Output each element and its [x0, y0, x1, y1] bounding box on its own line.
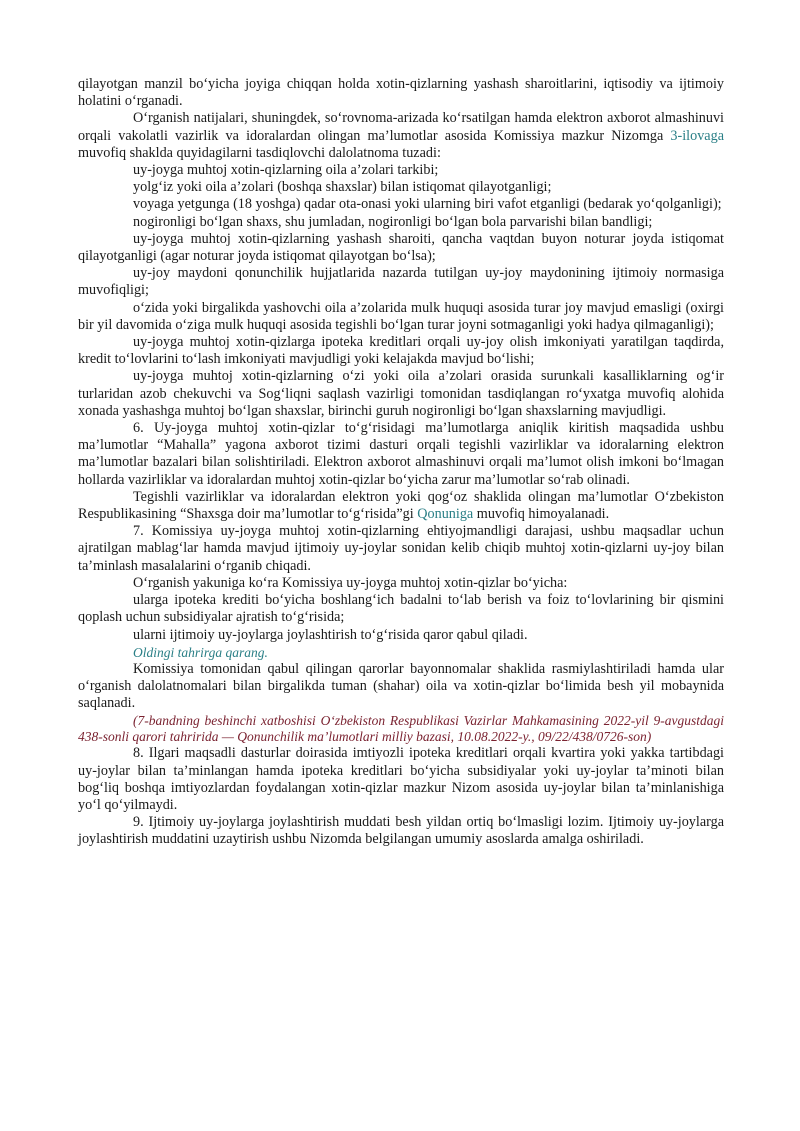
list-item: uy-joyga muhtoj xotin-qizlarning oila a’zolari tarkibi; [133, 162, 439, 179]
list-item: o‘zida yoki birgalikda yashovchi oila a’zolarida mulk huquqi asosida turar joy mavjud emasligi (oxirgi bir yil davomida o‘ziga mulk huquqi asosida tegishli bo‘lgan turar joyni sotmaganligi yoki hadya qilmaganligi); [78, 299, 724, 333]
list-item: uy-joyga muhtoj xotin-qizlarga ipoteka kreditlari orqali uy-joy olish imkoniyati yaratilgan taqdirda, kredit to‘lovlarini to‘lash imkoniyati mavjudligi yoki kelajakda mavjud bo‘lishi; [78, 334, 724, 368]
document-page [78, 76, 724, 849]
paragraph-8: 8. Ilgari maqsadli dasturlar doirasida imtiyozli ipoteka kreditlari orqali kvartira yoki yakka tartibdagi uy-joylar bilan ta’minlangan hamda ipoteka kreditlari bo‘yicha subsidiyalar yoki uy-joylar ta’minoti bilan bog‘liq boshqa imtiyozlardan foydalangan xotin-qizlar mazkur Nizom asosida uy-joylar bilan ta’minlanishiga yo‘l qo‘yilmaydi. [78, 745, 724, 813]
paragraph-text: O‘rganish natijalari, shuningdek, so‘rovnoma-arizada ko‘rsatilgan hamda elektron axborot almashinuvi orqali vakolatli vazirlik va idoralardan olingan ma’lumotlar asosida Komissiya mazkur Nizomga [78, 110, 724, 144]
paragraph-6-protection [78, 489, 724, 523]
paragraph-7: 7. Komissiya uy-joyga muhtoj xotin-qizlarning ehtiyojmandligi darajasi, ushbu maqsadlar uchun ajratilgan mablag‘lar hamda mavjud ijtimoiy uy-joylar sonidan kelib chiqib muhtoj xotin-qizlarni uy-joy bilan ta’minlash masalalarini o‘rganib chiqadi. [78, 523, 724, 574]
paragraph-act-intro [78, 110, 724, 162]
paragraph-text: muvofiq shaklda quyidagilarni tasdiqlovchi dalolatnoma tuzadi: [78, 144, 441, 161]
list-item: voyaga yetgunga (18 yoshga) qadar ota-onasi yoki ularning biri vafot etganligi (bedarak yo‘qolganligi); [133, 196, 722, 213]
list-item: uy-joy maydoni qonunchilik hujjatlarida nazarda tutilgan uy-joy maydonining ijtimoiy normasiga muvofiqligi; [78, 265, 724, 299]
edition-source-note: (7-bandning beshinchi xatboshisi O‘zbekiston Respublikasi Vazirlar Mahkamasining 2022-yil 9-avgustdagi 438-sonli qarori tahririda — Qonunchilik ma’lumotlari milliy bazasi, 10.08.2022-y., 09/22/438/0726-son) [78, 712, 724, 744]
paragraph-7-item: ularni ijtimoiy uy-joylarga joylashtirish to‘g‘risida qaror qabul qiladi. [133, 626, 528, 643]
paragraph-6: 6. Uy-joyga muhtoj xotin-qizlar to‘g‘risidagi ma’lumotlarga aniqlik kiritish maqsadida ushbu ma’lumotlar “Mahalla” yagona axborot tizimi dasturi orqali tegishli vazirliklar va idoralarning elektron ma’lumotlar bazalari bilan solishtiriladi. Elektron axborot almashinuvi orqali ma’lumot olish imkoni bo‘lmagan hollarda vazirliklar va idoralardan muhtoj xotin-qizlar bo‘yicha zarur ma’lumotlar so‘rab olinadi. [78, 420, 724, 488]
paragraph-continuation: qilayotgan manzil bo‘yicha joyiga chiqqan holda xotin-qizlarning yashash sharoitlarini, iqtisodiy va ijtimoiy holatini o‘rganadi. [78, 76, 724, 110]
paragraph-7-decisions: Komissiya tomonidan qabul qilingan qarorlar bayonnomalar shaklida rasmiylashtiriladi hamda ular o‘rganish dalolatnomalari bilan birgalikda tuman (shahar) oila va xotin-qizlar bo‘limida besh yil mobaynida saqlanadi. [78, 660, 724, 712]
paragraph-7-item: ularga ipoteka krediti bo‘yicha boshlang‘ich badalni to‘lab berish va foiz to‘lovlarining bir qismini qoplash uchun subsidiyalar ajratish to‘g‘risida; [78, 592, 724, 626]
list-item: uy-joyga muhtoj xotin-qizlarning yashash sharoiti, qancha vaqtdan buyon noturar joyda istiqomat qilayotganligi (agar noturar joyda istiqomat qilayotgan bo‘lsa); [78, 230, 724, 265]
list-item: uy-joyga muhtoj xotin-qizlarning o‘zi yoki oila a’zolari orasida surunkali kasalliklarning og‘ir turlaridan azob chekuvchi va Sog‘liqni saqlash vazirligi tomonidan tasdiqlangan ro‘yxatga muvofiq alohida xonada yashashga muhtoj bo‘lgan shaxslar, birinchi guruh nogironligi bo‘lgan shaxslarning mavjudligi. [78, 368, 724, 419]
paragraph-7-intro: O‘rganish yakuniga ko‘ra Komissiya uy-joyga muhtoj xotin-qizlar bo‘yicha: [133, 574, 568, 591]
appendix-3-link[interactable]: 3-ilovaga [670, 127, 724, 144]
paragraph-text: muvofiq himoyalanadi. [473, 506, 610, 523]
previous-edition-link[interactable]: Oldingi tahrirga qarang. [133, 644, 268, 660]
list-item: yolg‘iz yoki oila a’zolari (boshqa shaxslar) bilan istiqomat qilayotganligi; [133, 179, 552, 196]
paragraph-9: 9. Ijtimoiy uy-joylarga joylashtirish muddati besh yildan ortiq bo‘lmasligi lozim. Ijtimoiy uy-joylarga joylashtirish muddatini uzaytirish ushbu Nizomda belgilangan umumiy asoslarda amalga oshiriladi. [78, 814, 724, 848]
paragraph-text: Tegishli vazirliklar va idoralardan elektron yoki qog‘oz shaklida olingan ma’lumotlar O‘zbekiston Respublikasining “Shaxsga doir ma’lumotlar to‘g‘risida”gi [78, 488, 724, 523]
list-item: nogironligi bo‘lgan shaxs, shu jumladan, nogironligi bo‘lgan bola parvarishi bilan bandligi; [133, 213, 653, 230]
law-link[interactable]: Qonuniga [417, 506, 474, 523]
